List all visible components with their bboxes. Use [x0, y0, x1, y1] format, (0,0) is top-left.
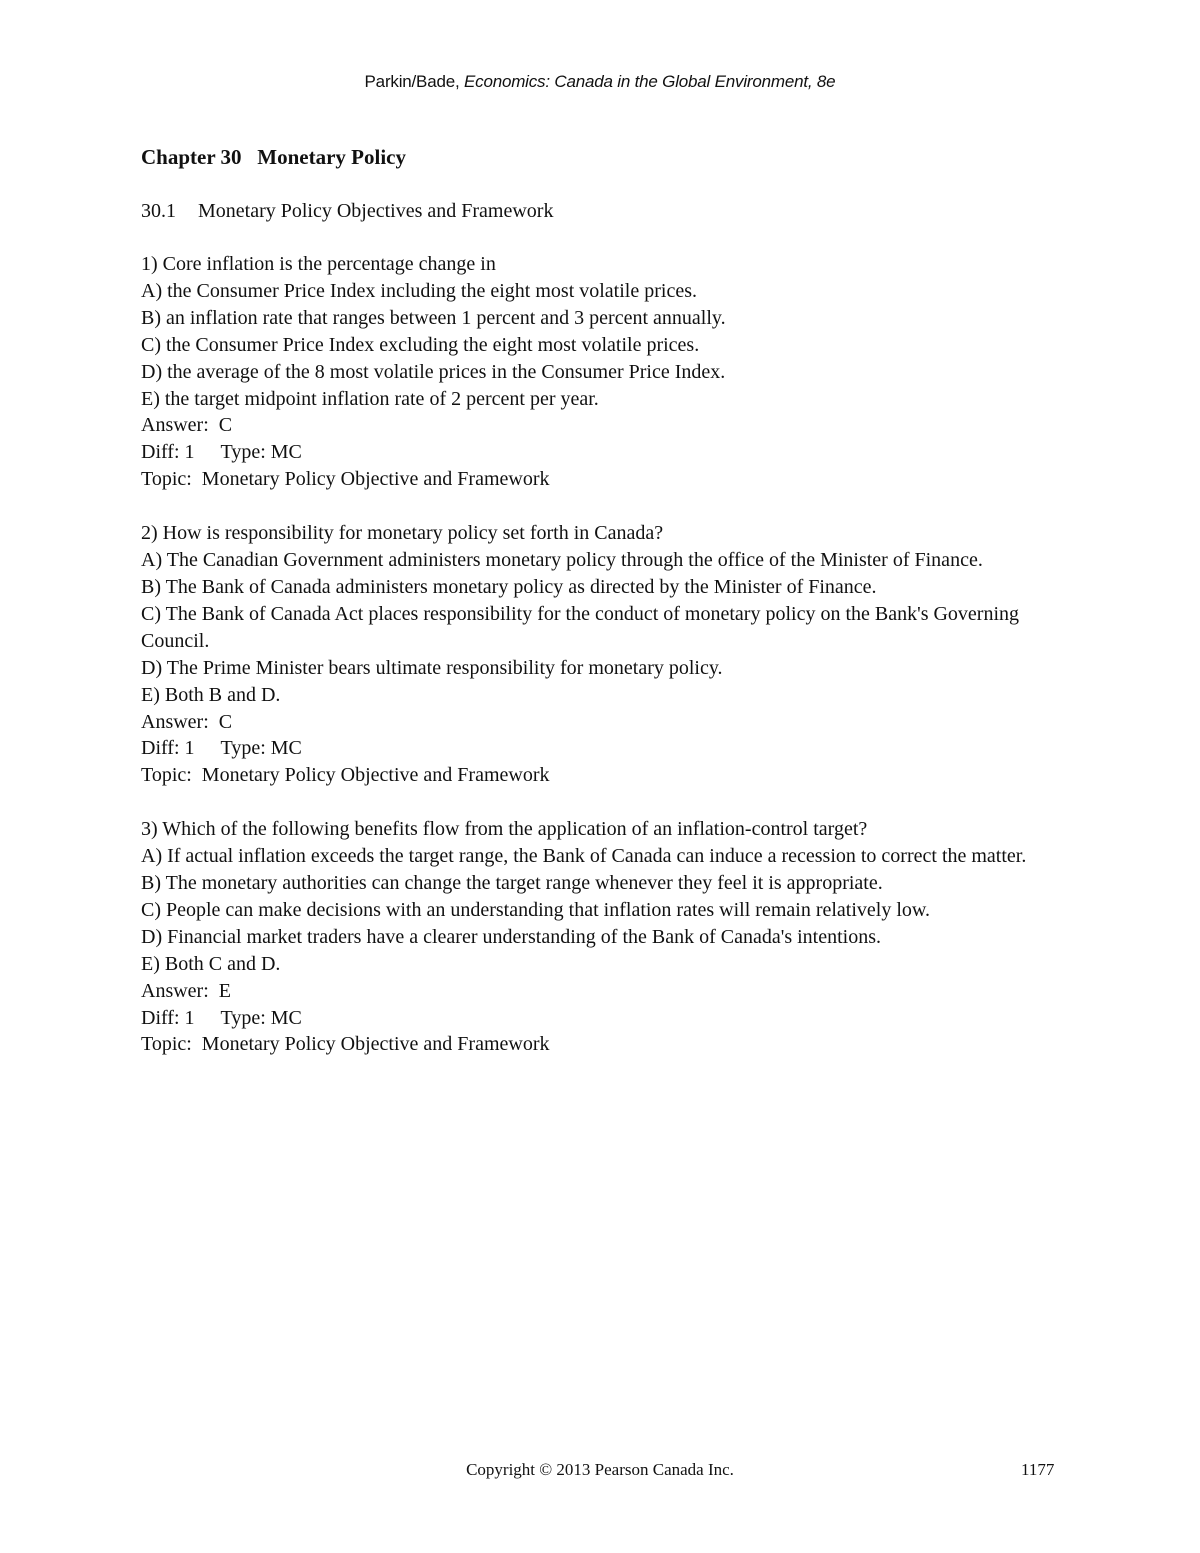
option-c: C) The Bank of Canada Act places responsibility for the conduct of monetary policy on the Bank's Governing Council.: [141, 602, 1020, 652]
section-heading: [141, 197, 1061, 225]
option-a: A) The Canadian Government administers monetary policy through the office of the Minister of Finance.: [141, 549, 983, 572]
chapter-title: Chapter 30 Monetary Policy: [141, 145, 406, 169]
answer-line: Answer: C: [141, 414, 233, 437]
difficulty: Diff: 1: [141, 441, 195, 464]
difficulty: Diff: 1: [141, 1006, 195, 1029]
answer-line: Answer: C: [141, 710, 233, 733]
option-d: D) the average of the 8 most volatile prices in the Consumer Price Index.: [141, 360, 726, 383]
question-3: [141, 816, 1061, 1058]
header-authors: Parkin/Bade,: [364, 72, 465, 91]
question-type: Type: MC: [220, 737, 302, 760]
diff-type-line: [141, 735, 1061, 762]
question-stem: 3) Which of the following benefits flow from the application of an inflation-control target?: [141, 818, 868, 841]
topic-line: Topic: Monetary Policy Objective and Framework: [141, 468, 550, 491]
copyright-notice: Copyright © 2013 Pearson Canada Inc.: [466, 1460, 734, 1479]
question-1: [141, 251, 1061, 493]
option-a: A) If actual inflation exceeds the target range, the Bank of Canada can induce a recession to correct the matter.: [141, 845, 1027, 868]
topic-line: Topic: Monetary Policy Objective and Framework: [141, 764, 550, 787]
option-b: B) The monetary authorities can change the target range whenever they feel it is appropriate.: [141, 872, 883, 895]
header-book-title: Economics: Canada in the Global Environment, 8e: [464, 72, 836, 91]
answer-line: Answer: E: [141, 979, 231, 1002]
question-type: Type: MC: [220, 1006, 302, 1029]
section-title: Monetary Policy Objectives and Framework: [198, 200, 554, 222]
option-e: E) the target midpoint inflation rate of 2 percent per year.: [141, 387, 599, 410]
option-a: A) the Consumer Price Index including the eight most volatile prices.: [141, 279, 697, 302]
diff-type-line: [141, 1005, 1061, 1032]
option-b: B) an inflation rate that ranges between 1 percent and 3 percent annually.: [141, 306, 726, 329]
difficulty: Diff: 1: [141, 737, 195, 760]
option-c: C) the Consumer Price Index excluding the eight most volatile prices.: [141, 333, 700, 356]
question-stem: 1) Core inflation is the percentage change in: [141, 253, 496, 275]
topic-line: Topic: Monetary Policy Objective and Framework: [141, 1033, 550, 1056]
page-number: 1177: [1021, 1460, 1055, 1479]
section-number: 30.1: [141, 200, 176, 222]
option-e: E) Both B and D.: [141, 683, 281, 706]
option-d: D) Financial market traders have a clearer understanding of the Bank of Canada's intentions.: [141, 925, 882, 948]
option-c: C) People can make decisions with an understanding that inflation rates will remain relatively low.: [141, 898, 931, 921]
question-stem: 2) How is responsibility for monetary policy set forth in Canada?: [141, 522, 664, 545]
option-d: D) The Prime Minister bears ultimate responsibility for monetary policy.: [141, 656, 723, 679]
option-b: B) The Bank of Canada administers monetary policy as directed by the Minister of Finance.: [141, 575, 877, 598]
option-e: E) Both C and D.: [141, 952, 281, 975]
page-content: [141, 143, 1061, 1085]
question-2: [141, 520, 1061, 789]
running-header: [0, 72, 1200, 92]
diff-type-line: [141, 439, 1061, 466]
question-type: Type: MC: [220, 441, 302, 464]
